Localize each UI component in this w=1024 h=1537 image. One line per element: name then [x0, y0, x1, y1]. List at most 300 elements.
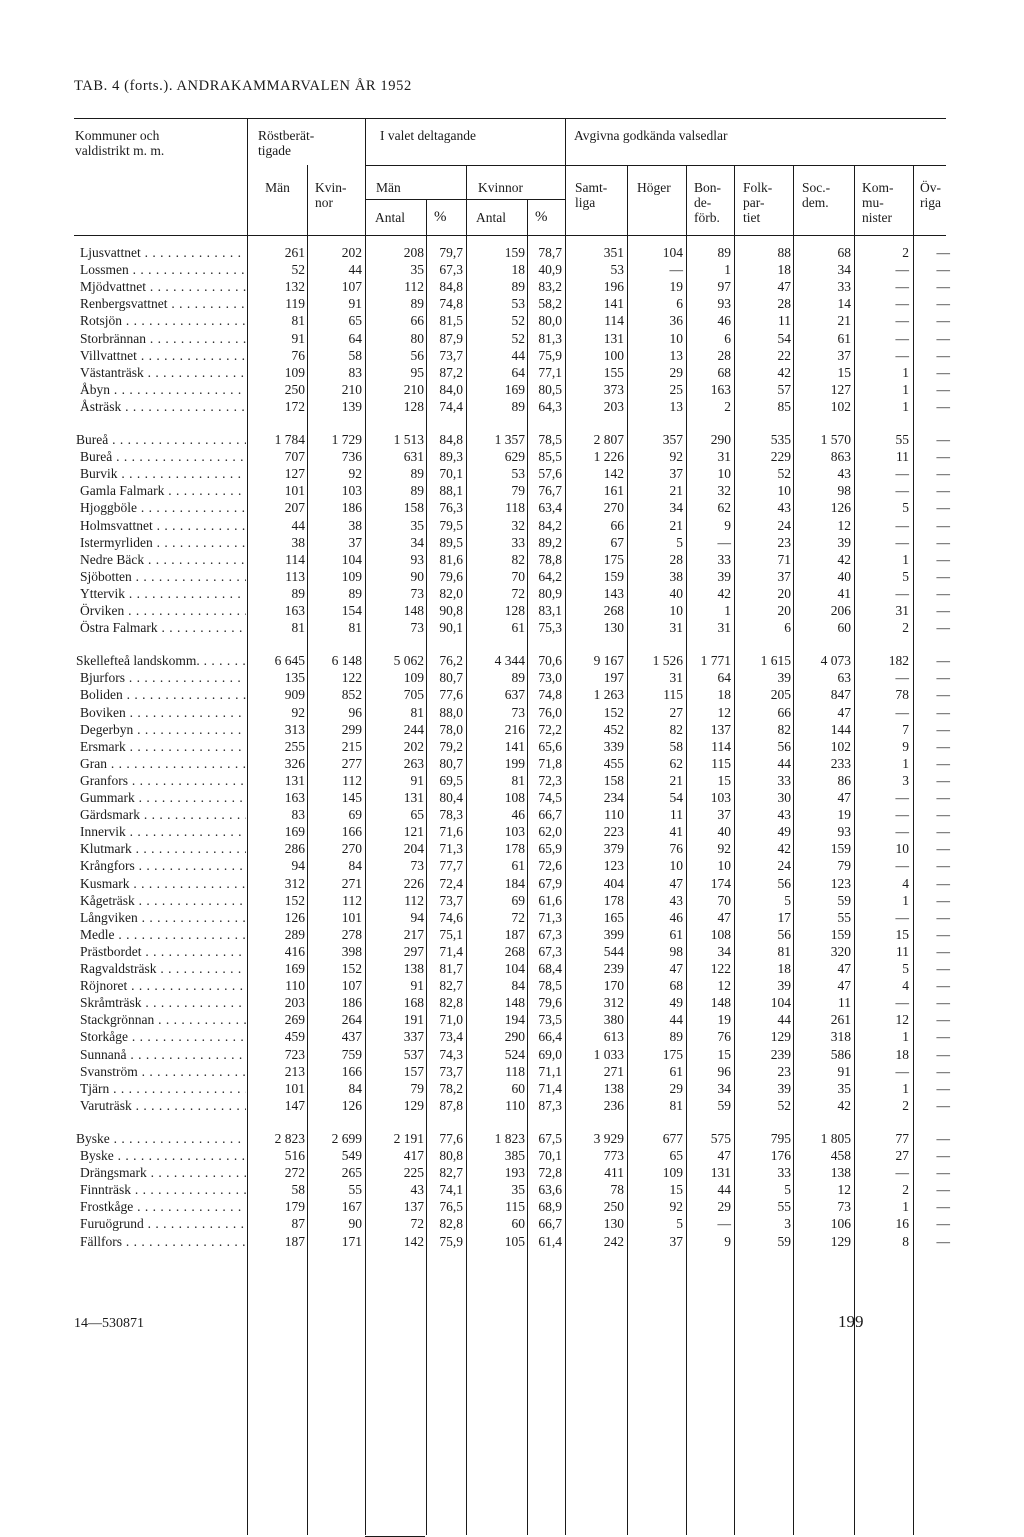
cell-folkpartiet: 71 [777, 552, 791, 567]
cell-valet-man-antal: 226 [403, 876, 424, 891]
cell-hoger: 98 [669, 944, 683, 959]
cell-bondeforb: 18 [717, 687, 731, 702]
cell-valet-man-pct: 73,4 [439, 1029, 463, 1044]
cell-rostber-kvinnor: 103 [341, 483, 362, 498]
cell-kommunister: 1 [902, 1029, 909, 1044]
cell-rostber-kvinnor: 152 [341, 961, 362, 976]
cell-ovriga: — [936, 893, 950, 908]
cell-valet-man-antal: 56 [410, 348, 424, 363]
cell-socdem: 86 [837, 773, 851, 788]
cell-socdem: 19 [837, 807, 851, 822]
cell-ovriga: — [936, 1131, 950, 1146]
cell-folkpartiet: 24 [777, 858, 791, 873]
cell-hoger: 92 [669, 1199, 683, 1214]
cell-valet-man-antal: 89 [410, 296, 424, 311]
cell-folkpartiet: 17 [777, 910, 791, 925]
cell-rostber-kvinnor: 81 [348, 620, 362, 635]
cell-samtliga: 773 [603, 1148, 624, 1163]
cell-rostber-man: 261 [284, 245, 305, 260]
cell-hoger: 104 [662, 245, 683, 260]
cell-rostber-man: 119 [285, 296, 305, 311]
page-number: 199 [838, 1312, 864, 1331]
cell-valet-kv-antal: 637 [504, 687, 525, 702]
cell-rostber-man: 135 [284, 670, 305, 685]
hdr-vrule-10 [734, 165, 735, 238]
cell-samtliga: 175 [603, 552, 624, 567]
cell-hoger: 10 [669, 331, 683, 346]
cell-rostber-man: 169 [284, 824, 305, 839]
cell-kommunister: 16 [895, 1216, 909, 1231]
cell-valet-kv-antal: 72 [511, 910, 525, 925]
table-row [0, 381, 1024, 398]
cell-bondeforb: 1 [724, 262, 731, 277]
row-label: Västanträsk . . . [80, 364, 246, 381]
cell-kommunister: 3 [902, 773, 909, 788]
cell-kommunister: — [895, 296, 909, 311]
cell-ovriga: — [936, 262, 950, 277]
cell-valet-kv-antal: 184 [504, 876, 525, 891]
cell-valet-man-pct: 74,3 [439, 1047, 463, 1062]
cell-valet-kv-pct: 79,6 [538, 995, 562, 1010]
cell-valet-man-pct: 74,1 [439, 1182, 463, 1197]
cell-valet-kv-pct: 63,6 [538, 1182, 562, 1197]
cell-rostber-kvinnor: 186 [341, 995, 362, 1010]
cell-rostber-man: 127 [284, 466, 305, 481]
row-label: Degerbyn . . . [80, 721, 246, 738]
cell-socdem: 47 [837, 705, 851, 720]
cell-bondeforb: 108 [710, 927, 731, 942]
cell-ovriga: — [936, 1029, 950, 1044]
cell-rostber-kvinnor: 852 [341, 687, 362, 702]
cell-rostber-man: 52 [291, 262, 305, 277]
cell-valet-kv-pct: 71,3 [538, 910, 562, 925]
cell-folkpartiet: 22 [777, 348, 791, 363]
cell-rostber-kvinnor: 166 [341, 1064, 362, 1079]
table-row [0, 823, 1024, 840]
cell-socdem: 586 [830, 1047, 851, 1062]
cell-folkpartiet: 104 [770, 995, 791, 1010]
row-label: Boliden . . . [80, 686, 246, 703]
cell-valet-man-antal: 537 [403, 1047, 424, 1062]
cell-bondeforb: 39 [717, 569, 731, 584]
cell-samtliga: 170 [603, 978, 624, 993]
cell-hoger: 10 [669, 603, 683, 618]
cell-rostber-kvinnor: 215 [341, 739, 362, 754]
cell-rostber-man: 38 [291, 535, 305, 550]
cell-hoger: 15 [669, 1182, 683, 1197]
cell-bondeforb: 12 [717, 705, 731, 720]
cell-rostber-kvinnor: 265 [341, 1165, 362, 1180]
cell-rostber-man: 131 [284, 773, 305, 788]
cell-rostber-man: 147 [284, 1098, 305, 1113]
cell-rostber-kvinnor: 166 [341, 824, 362, 839]
cell-bondeforb: 15 [717, 1047, 731, 1062]
row-label: Åbyn . . . [80, 381, 246, 398]
cell-valet-man-pct: 80,8 [439, 1148, 463, 1163]
cell-rostber-kvinnor: 154 [341, 603, 362, 618]
cell-rostber-man: 516 [284, 1148, 305, 1163]
cell-valet-kv-antal: 1 357 [494, 432, 525, 447]
cell-bondeforb: 174 [710, 876, 731, 891]
cell-hoger: 37 [669, 466, 683, 481]
cell-rostber-man: 114 [285, 552, 305, 567]
cell-hoger: 61 [669, 1064, 683, 1079]
page-title: TAB. 4 (forts.). ANDRAKAMMARVALEN ÅR 1952 [74, 78, 412, 94]
cell-folkpartiet: 30 [777, 790, 791, 805]
cell-valet-kv-antal: 178 [504, 841, 525, 856]
cell-ovriga: — [936, 1012, 950, 1027]
cell-rostber-kvinnor: 1 729 [331, 432, 362, 447]
cell-folkpartiet: 18 [777, 262, 791, 277]
hdr-vrule-11 [793, 165, 794, 238]
cell-rostber-man: 203 [284, 995, 305, 1010]
table-row [0, 431, 1024, 448]
cell-socdem: 102 [830, 739, 851, 754]
cell-samtliga: 1 033 [593, 1047, 624, 1062]
cell-samtliga: 110 [604, 807, 624, 822]
cell-valet-man-pct: 90,8 [439, 603, 463, 618]
cell-samtliga: 143 [603, 586, 624, 601]
cell-valet-man-pct: 71,0 [439, 1012, 463, 1027]
cell-bondeforb: 70 [717, 893, 731, 908]
cell-valet-man-pct: 81,5 [439, 313, 463, 328]
cell-samtliga: 131 [603, 331, 624, 346]
table-row [0, 1097, 1024, 1114]
cell-socdem: 47 [837, 961, 851, 976]
header-kom: Kom- mu- nister [862, 180, 894, 225]
header-sub-rule [365, 165, 946, 166]
cell-valet-man-pct: 78,3 [439, 807, 463, 822]
cell-samtliga: 53 [610, 262, 624, 277]
cell-hoger: 5 [676, 535, 683, 550]
table-row [0, 278, 1024, 295]
row-label: Mjödvattnet . . . [80, 278, 246, 295]
cell-valet-kv-antal: 64 [511, 365, 525, 380]
cell-valet-man-pct: 77,7 [439, 858, 463, 873]
cell-valet-man-antal: 142 [403, 1234, 424, 1249]
cell-valet-man-pct: 79,7 [439, 245, 463, 260]
cell-hoger: 31 [669, 670, 683, 685]
cell-hoger: 357 [662, 432, 683, 447]
cell-bondeforb: 9 [724, 518, 731, 533]
cell-samtliga: 271 [603, 1064, 624, 1079]
cell-folkpartiet: 56 [777, 876, 791, 891]
cell-samtliga: 613 [603, 1029, 624, 1044]
row-label: Storbrännan . . . [80, 330, 246, 347]
row-label: Holmsvattnet . . . [80, 517, 246, 534]
row-label: Kågeträsk . . . [80, 892, 246, 909]
table-row [0, 840, 1024, 857]
cell-samtliga: 155 [603, 365, 624, 380]
cell-samtliga: 9 167 [593, 653, 624, 668]
cell-bondeforb: 114 [711, 739, 731, 754]
cell-ovriga: — [936, 449, 950, 464]
table-row [0, 806, 1024, 823]
row-label: Frostkåge . . . [80, 1198, 246, 1215]
cell-valet-kv-antal: 32 [511, 518, 525, 533]
cell-ovriga: — [936, 1199, 950, 1214]
cell-rostber-kvinnor: 167 [341, 1199, 362, 1214]
cell-socdem: 39 [837, 535, 851, 550]
row-label: Medle . . . [80, 926, 246, 943]
row-label: Ragvaldsträsk . . . [80, 960, 246, 977]
cell-rostber-kvinnor: 549 [341, 1148, 362, 1163]
cell-valet-man-antal: 35 [410, 262, 424, 277]
row-label: Boviken . . . [80, 704, 246, 721]
cell-valet-man-antal: 297 [403, 944, 424, 959]
cell-kommunister: — [895, 910, 909, 925]
cell-valet-kv-antal: 4 344 [494, 653, 525, 668]
cell-valet-man-antal: 137 [403, 1199, 424, 1214]
cell-ovriga: — [936, 466, 950, 481]
cell-hoger: 62 [669, 756, 683, 771]
cell-rostber-kvinnor: 69 [348, 807, 362, 822]
cell-valet-man-pct: 79,6 [439, 569, 463, 584]
cell-valet-kv-antal: 33 [511, 535, 525, 550]
cell-kommunister: 1 [902, 399, 909, 414]
cell-bondeforb: 59 [717, 1098, 731, 1113]
row-label: Byske . . . [80, 1147, 246, 1164]
cell-folkpartiet: 55 [777, 1199, 791, 1214]
cell-bondeforb: 47 [717, 910, 731, 925]
cell-rostber-man: 94 [291, 858, 305, 873]
cell-ovriga: — [936, 245, 950, 260]
cell-rostber-man: 255 [284, 739, 305, 754]
row-label: Örviken . . . [80, 602, 246, 619]
cell-rostber-man: 44 [291, 518, 305, 533]
table-row [0, 909, 1024, 926]
cell-valet-man-antal: 91 [410, 978, 424, 993]
cell-rostber-man: 110 [285, 978, 305, 993]
cell-hoger: 61 [669, 927, 683, 942]
cell-bondeforb: 6 [724, 331, 731, 346]
cell-bondeforb: 290 [710, 432, 731, 447]
table-row [0, 892, 1024, 909]
cell-ovriga: — [936, 432, 950, 447]
cell-valet-kv-antal: 159 [504, 245, 525, 260]
cell-ovriga: — [936, 586, 950, 601]
cell-valet-man-antal: 66 [410, 313, 424, 328]
cell-folkpartiet: 6 [784, 620, 791, 635]
cell-valet-man-pct: 72,4 [439, 876, 463, 891]
cell-samtliga: 78 [610, 1182, 624, 1197]
cell-ovriga: — [936, 858, 950, 873]
cell-bondeforb: 33 [717, 552, 731, 567]
cell-folkpartiet: 11 [778, 313, 791, 328]
cell-valet-kv-pct: 65,9 [538, 841, 562, 856]
header-pct2: % [535, 209, 548, 225]
cell-valet-man-antal: 89 [410, 483, 424, 498]
cell-valet-man-antal: 208 [403, 245, 424, 260]
cell-folkpartiet: 49 [777, 824, 791, 839]
cell-rostber-kvinnor: 736 [341, 449, 362, 464]
cell-valet-man-pct: 74,4 [439, 399, 463, 414]
cell-folkpartiet: 5 [784, 1182, 791, 1197]
table-row [0, 1164, 1024, 1181]
cell-hoger: 21 [669, 773, 683, 788]
cell-rostber-man: 87 [291, 1216, 305, 1231]
row-label: Nedre Bäck . . . [80, 551, 246, 568]
cell-valet-man-pct: 67,3 [439, 262, 463, 277]
cell-rostber-man: 313 [284, 722, 305, 737]
header-pct: % [434, 209, 447, 225]
cell-rostber-kvinnor: 210 [341, 382, 362, 397]
cell-socdem: 60 [837, 620, 851, 635]
cell-valet-man-pct: 79,2 [439, 739, 463, 754]
cell-valet-kv-antal: 81 [511, 773, 525, 788]
cell-valet-man-antal: 5 062 [393, 653, 424, 668]
cell-valet-kv-antal: 104 [504, 961, 525, 976]
footer-code: 14—530871 [74, 1316, 144, 1331]
cell-kommunister: 11 [896, 944, 909, 959]
cell-folkpartiet: 42 [777, 841, 791, 856]
cell-rostber-kvinnor: 437 [341, 1029, 362, 1044]
cell-samtliga: 239 [603, 961, 624, 976]
table-row [0, 977, 1024, 994]
cell-kommunister: 15 [895, 927, 909, 942]
cell-ovriga: — [936, 995, 950, 1010]
cell-rostber-kvinnor: 271 [341, 876, 362, 891]
cell-samtliga: 351 [603, 245, 624, 260]
cell-kommunister: — [895, 331, 909, 346]
cell-valet-man-antal: 94 [410, 910, 424, 925]
cell-folkpartiet: 18 [777, 961, 791, 976]
cell-socdem: 106 [830, 1216, 851, 1231]
cell-folkpartiet: 129 [770, 1029, 791, 1044]
cell-valet-man-pct: 71,3 [439, 841, 463, 856]
cell-ovriga: — [936, 603, 950, 618]
cell-valet-kv-antal: 69 [511, 893, 525, 908]
cell-kommunister: 12 [895, 1012, 909, 1027]
cell-bondeforb: 29 [717, 1199, 731, 1214]
cell-valet-man-pct: 73,7 [439, 348, 463, 363]
cell-valet-kv-pct: 67,3 [538, 944, 562, 959]
cell-rostber-kvinnor: 104 [341, 552, 362, 567]
table-row [0, 534, 1024, 551]
cell-kommunister: — [895, 348, 909, 363]
cell-rostber-kvinnor: 6 148 [331, 653, 362, 668]
cell-valet-kv-pct: 84,2 [538, 518, 562, 533]
cell-rostber-man: 152 [284, 893, 305, 908]
cell-valet-kv-pct: 78,7 [538, 245, 562, 260]
cell-rostber-man: 272 [284, 1165, 305, 1180]
cell-valet-kv-pct: 67,3 [538, 927, 562, 942]
cell-bondeforb: 76 [717, 1029, 731, 1044]
cell-valet-man-antal: 81 [410, 705, 424, 720]
cell-valet-man-pct: 76,2 [439, 653, 463, 668]
header-kvinnor-short: Kvin- nor [315, 180, 347, 210]
table-row [0, 738, 1024, 755]
cell-socdem: 37 [837, 348, 851, 363]
cell-rostber-kvinnor: 84 [348, 1081, 362, 1096]
cell-rostber-man: 109 [284, 365, 305, 380]
cell-socdem: 458 [830, 1148, 851, 1163]
cell-samtliga: 141 [603, 296, 624, 311]
cell-ovriga: — [936, 1216, 950, 1231]
cell-valet-kv-pct: 72,6 [538, 858, 562, 873]
cell-folkpartiet: 5 [784, 893, 791, 908]
cell-ovriga: — [936, 1064, 950, 1079]
cell-valet-kv-antal: 110 [505, 1098, 525, 1113]
cell-samtliga: 1 226 [593, 449, 624, 464]
cell-bondeforb: 1 771 [700, 653, 731, 668]
cell-folkpartiet: 44 [777, 1012, 791, 1027]
cell-hoger: 19 [669, 279, 683, 294]
cell-valet-kv-antal: 70 [511, 569, 525, 584]
cell-valet-kv-antal: 148 [504, 995, 525, 1010]
cell-socdem: 1 805 [820, 1131, 851, 1146]
cell-valet-man-pct: 88,1 [439, 483, 463, 498]
cell-samtliga: 178 [603, 893, 624, 908]
cell-valet-kv-pct: 80,9 [538, 586, 562, 601]
cell-bondeforb: 115 [711, 756, 731, 771]
cell-folkpartiet: 57 [777, 382, 791, 397]
cell-samtliga: 138 [603, 1081, 624, 1096]
cell-valet-kv-pct: 87,3 [538, 1098, 562, 1113]
cell-folkpartiet: 23 [777, 1064, 791, 1079]
row-label: Östra Falmark . . . [80, 619, 246, 636]
cell-socdem: 41 [837, 586, 851, 601]
cell-ovriga: — [936, 1182, 950, 1197]
cell-kommunister: 1 [902, 552, 909, 567]
cell-valet-kv-pct: 76,7 [538, 483, 562, 498]
row-label: Sunnanå . . . [80, 1046, 246, 1063]
cell-kommunister: — [895, 824, 909, 839]
cell-kommunister: — [895, 807, 909, 822]
cell-valet-kv-antal: 46 [511, 807, 525, 822]
header-bonde: Bon- de- förb. [694, 180, 721, 225]
cell-ovriga: — [936, 1098, 950, 1113]
cell-ovriga: — [936, 365, 950, 380]
cell-ovriga: — [936, 824, 950, 839]
cell-folkpartiet: 54 [777, 331, 791, 346]
cell-bondeforb: — [717, 535, 731, 550]
cell-rostber-man: 126 [284, 910, 305, 925]
row-label: Åsträsk . . . [80, 398, 246, 415]
cell-folkpartiet: 20 [777, 586, 791, 601]
cell-valet-kv-antal: 193 [504, 1165, 525, 1180]
cell-kommunister: — [895, 535, 909, 550]
cell-folkpartiet: 39 [777, 1081, 791, 1096]
cell-samtliga: 242 [603, 1234, 624, 1249]
cell-valet-kv-pct: 80,0 [538, 313, 562, 328]
cell-socdem: 42 [837, 552, 851, 567]
cell-valet-kv-antal: 73 [511, 705, 525, 720]
cell-valet-kv-antal: 1 823 [494, 1131, 525, 1146]
table-row [0, 568, 1024, 585]
table-row [0, 1198, 1024, 1215]
header-rostberattigade: Röstberät- tigade [258, 128, 315, 158]
cell-folkpartiet: 23 [777, 535, 791, 550]
cell-valet-man-pct: 80,7 [439, 756, 463, 771]
cell-folkpartiet: 81 [777, 944, 791, 959]
cell-kommunister: 2 [902, 245, 909, 260]
cell-hoger: 43 [669, 893, 683, 908]
cell-rostber-kvinnor: 107 [341, 279, 362, 294]
cell-folkpartiet: 1 615 [760, 653, 791, 668]
cell-valet-kv-pct: 72,3 [538, 773, 562, 788]
cell-hoger: 29 [669, 1081, 683, 1096]
row-label: Krångfors . . . [80, 857, 246, 874]
cell-valet-kv-antal: 108 [504, 790, 525, 805]
cell-ovriga: — [936, 807, 950, 822]
table-row [0, 347, 1024, 364]
cell-hoger: 40 [669, 586, 683, 601]
cell-ovriga: — [936, 705, 950, 720]
cell-bondeforb: 28 [717, 348, 731, 363]
table-row [0, 585, 1024, 602]
cell-samtliga: 339 [603, 739, 624, 754]
